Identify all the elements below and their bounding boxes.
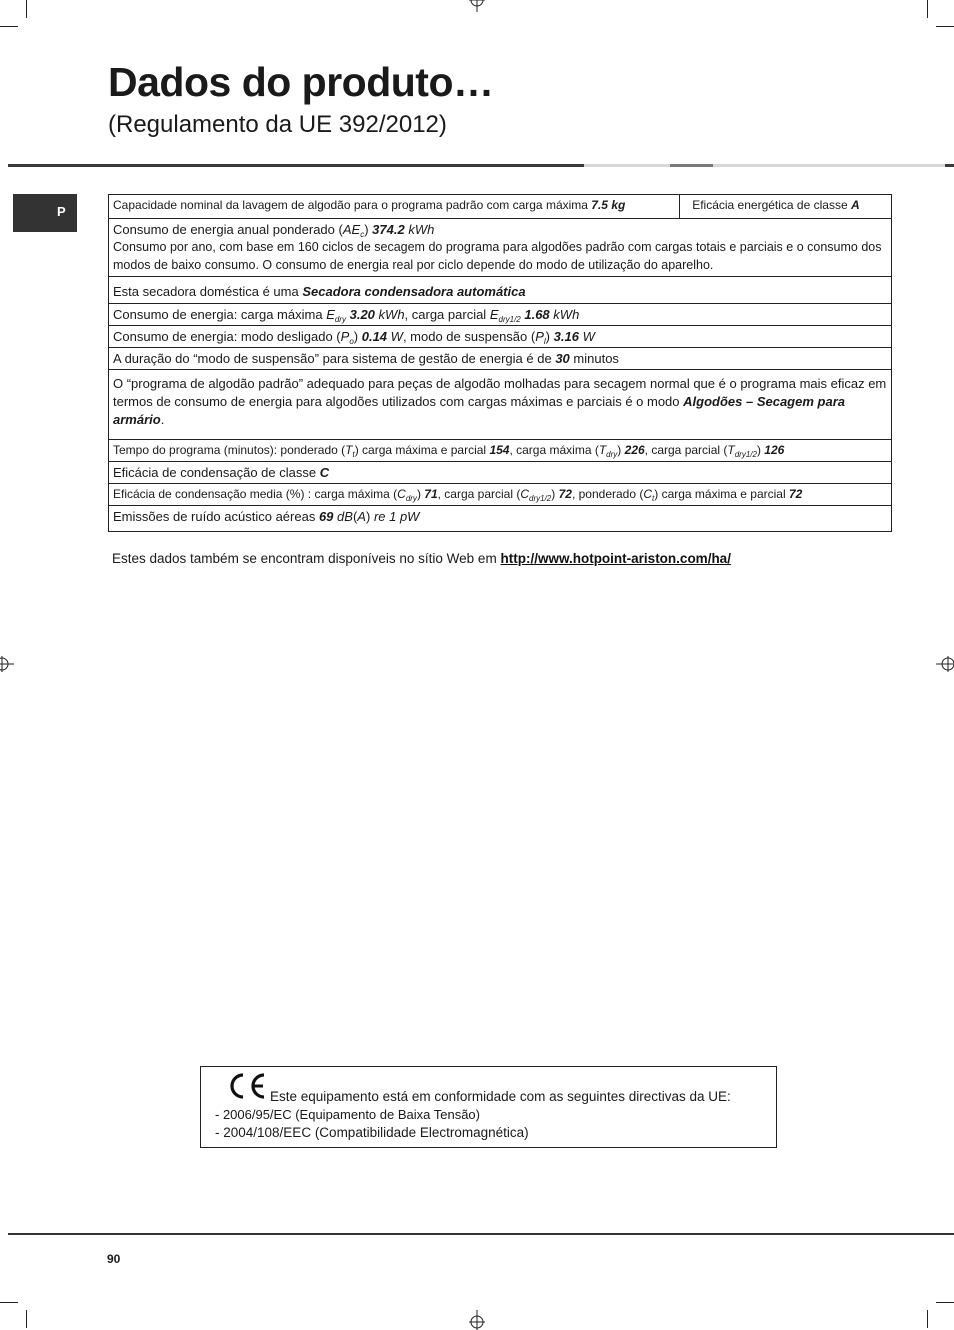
cond-weighted-label: , ponderado (	[571, 487, 644, 501]
registration-mark-icon	[0, 654, 14, 674]
pl-value: 3.16	[553, 329, 579, 344]
noise-value: 69	[318, 509, 334, 524]
standby-label: , modo de suspensão (	[402, 329, 536, 344]
web-note	[112, 551, 731, 566]
ct-symbol: C	[643, 487, 653, 501]
condensation-mean-label: Eficácia de condensação media (%) : carga máxima (	[113, 487, 398, 501]
w-unit: W	[390, 329, 403, 344]
table-row	[109, 484, 892, 506]
annual-subscript: c	[360, 230, 365, 239]
dryer-type-label: Esta secadora doméstica é uma	[113, 284, 299, 299]
tdry-subscript: dry	[606, 450, 618, 459]
time-full-label: , carga máxima (	[509, 443, 599, 457]
page-title: Dados do produto…	[108, 59, 494, 105]
cdry-subscript: dry	[405, 494, 417, 503]
po-value: 0.14	[361, 329, 388, 344]
standard-program-end: .	[160, 412, 165, 427]
annual-consumption-cell	[109, 219, 892, 277]
ct-subscript: t	[652, 494, 655, 503]
pl-subscript: l	[543, 337, 546, 346]
annual-close: )	[364, 222, 369, 237]
dryer-type-value: Secadora condensadora automática	[302, 284, 526, 299]
condensation-class-label: Eficácia de condensação de classe	[113, 465, 317, 480]
dryer-type-cell	[109, 277, 892, 304]
tdry-symbol: T	[598, 443, 607, 457]
capacity-cell	[109, 195, 680, 219]
cond-full-close: )	[416, 487, 421, 501]
annual-description: Consumo por ano, com base em 160 ciclos de secagem do programa para algodões padrão com cargas totais e parciais e o consumo dos modos de baixo consumo. O consumo de energia real por ciclo depende do modo de utilização do aparelho.	[113, 240, 882, 272]
time-full-value: 226	[624, 443, 645, 457]
tdry-half-subscript: dry1/2	[734, 450, 757, 459]
energy-class-label: Eficácia energética de classe	[692, 198, 848, 212]
condensation-efficiency-cell	[109, 484, 892, 506]
crop-mark	[26, 0, 27, 18]
crop-mark	[26, 1310, 27, 1328]
annual-label: Consumo de energia anual ponderado (	[113, 222, 343, 237]
noise-cell	[109, 506, 892, 532]
directive-item: - 2006/95/EC (Equipamento de Baixa Tensão)	[215, 1107, 480, 1122]
crop-mark	[0, 26, 18, 27]
standby-duration-cell	[109, 348, 892, 370]
tt-subscript: t	[352, 450, 355, 459]
noise-unit-weighting: A	[357, 509, 366, 524]
footer-divider	[8, 1233, 954, 1235]
cond-partial-value: 72	[558, 487, 572, 501]
header-divider	[8, 164, 584, 167]
header-divider	[945, 164, 954, 167]
tt-symbol: T	[345, 443, 353, 457]
w-unit: W	[582, 329, 595, 344]
noise-unit-open: (	[352, 509, 358, 524]
language-tab: P	[13, 194, 77, 232]
energy-class-value: A	[850, 198, 860, 212]
website-link[interactable]: http://www.hotpoint-ariston.com/ha/	[500, 551, 731, 566]
cond-weighted-close: ) carga máxima e parcial	[654, 487, 786, 501]
header-divider	[670, 164, 713, 167]
web-note-text: Estes dados também se encontram disponíveis no sítio Web em	[112, 551, 497, 566]
standard-program-cell	[109, 370, 892, 440]
table-row	[109, 506, 892, 532]
cdry-half-subscript: dry1/2	[529, 494, 552, 503]
edry-value: 3.20	[349, 307, 375, 322]
partial-label: , carga parcial	[404, 307, 487, 322]
pl-close: )	[545, 329, 550, 344]
cond-partial-label: , carga parcial (	[437, 487, 521, 501]
ce-mark-icon	[227, 1071, 267, 1101]
noise-label: Emissões de ruído acústico aéreas	[113, 509, 316, 524]
crop-mark	[927, 1310, 928, 1328]
table-row	[109, 462, 892, 484]
energy-class-cell	[680, 195, 892, 219]
energy-consumption-cell	[109, 304, 892, 326]
time-partial-value: 126	[764, 443, 785, 457]
registration-mark-icon	[467, 1310, 487, 1330]
annual-unit: kWh	[408, 222, 435, 237]
edry-half-value: 1.68	[524, 307, 550, 322]
po-symbol: P	[340, 329, 350, 344]
table-row	[109, 348, 892, 370]
conformity-text: Este equipamento está em conformidade com as seguintes directivas da UE:	[270, 1089, 731, 1104]
annual-value: 374.2	[372, 222, 405, 237]
edry-half-symbol: E	[489, 307, 499, 322]
duration-value: 30	[555, 351, 570, 366]
noise-unit-close: )	[365, 509, 371, 524]
cond-full-value: 71	[424, 487, 438, 501]
table-row	[109, 440, 892, 462]
page-subtitle: (Regulamento da UE 392/2012)	[108, 111, 447, 138]
pl-symbol: P	[535, 329, 544, 344]
condensation-class-value: C	[319, 465, 330, 480]
time-weighted-value: 154	[489, 443, 510, 457]
noise-reference: re 1 pW	[373, 509, 420, 524]
edry-symbol: E	[326, 307, 335, 322]
product-data-table	[108, 194, 892, 532]
noise-unit: dB	[337, 509, 353, 524]
capacity-value: 7.5 kg	[591, 198, 626, 212]
duration-label: A duração do “modo de suspensão” para sistema de gestão de energia é de	[113, 351, 552, 366]
program-time-cell	[109, 440, 892, 462]
time-full-close: )	[617, 443, 622, 457]
po-close: )	[353, 329, 359, 344]
edry-subscript: dry	[334, 315, 346, 324]
cond-weighted-value: 72	[788, 487, 803, 501]
cdry-half-symbol: C	[520, 487, 530, 501]
crop-mark	[936, 26, 954, 27]
consumption-label: Consumo de energia: carga máxima	[113, 307, 323, 322]
page-number: 90	[107, 1252, 121, 1266]
kwh-unit: kWh	[553, 307, 580, 322]
duration-unit: minutos	[573, 351, 619, 366]
cdry-symbol: C	[397, 487, 406, 501]
time-label: Tempo do programa (minutos): ponderado (	[113, 443, 346, 457]
standard-program-name: Algodões – Secagem para armário	[113, 394, 845, 427]
table-row	[109, 304, 892, 326]
capacity-label: Capacidade nominal da lavagem de algodão para o programa padrão com carga máxima	[113, 198, 588, 212]
kwh-unit: kWh	[378, 307, 405, 322]
cond-partial-close: )	[551, 487, 556, 501]
table-row	[109, 195, 892, 219]
time-partial-close: )	[756, 443, 761, 457]
directive-item: - 2004/108/EEC (Compatibilidade Electromagnética)	[215, 1125, 529, 1140]
header-divider	[584, 164, 670, 167]
mode-consumption-cell	[109, 326, 892, 348]
crop-mark	[936, 1302, 954, 1303]
registration-mark-icon	[467, 0, 487, 12]
table-row	[109, 277, 892, 304]
table-row	[109, 326, 892, 348]
time-partial-label: , carga parcial (	[644, 443, 728, 457]
time-weighted-label: ) carga máxima e parcial	[354, 443, 487, 457]
table-row	[109, 219, 892, 277]
header-divider	[713, 164, 945, 167]
annual-symbol: AE	[342, 222, 361, 237]
condensation-class-cell	[109, 462, 892, 484]
mode-label: Consumo de energia: modo desligado (	[113, 329, 341, 344]
standard-program-text: O “programa de algodão padrão” adequado para peças de algodão molhadas para secagem normal que é o programa mais eficaz em termos de consumo de energia para algodões utilizados com cargas máximas e parciais é o modo	[113, 376, 887, 409]
tdry-half-symbol: T	[727, 443, 735, 457]
crop-mark	[0, 1302, 18, 1303]
table-row	[109, 370, 892, 440]
ce-conformity-box	[200, 1066, 777, 1148]
registration-mark-icon	[936, 654, 954, 674]
po-subscript: o	[349, 337, 354, 346]
crop-mark	[927, 0, 928, 18]
edry-half-subscript: dry1/2	[498, 315, 521, 324]
